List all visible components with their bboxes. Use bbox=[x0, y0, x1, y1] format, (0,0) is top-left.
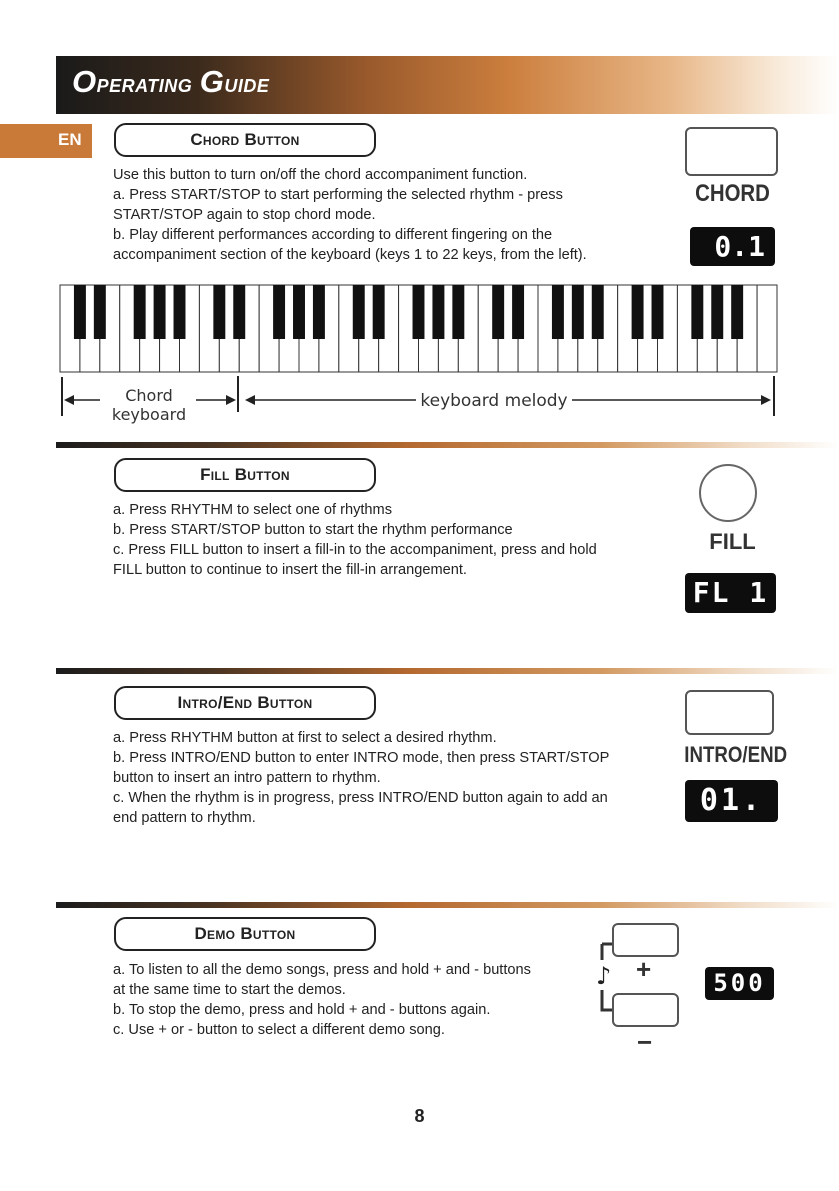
section-divider bbox=[56, 902, 839, 908]
black-key bbox=[592, 285, 604, 339]
demo-lcd-display: 500 bbox=[705, 967, 774, 1000]
black-key bbox=[293, 285, 305, 339]
section-divider bbox=[56, 668, 839, 674]
music-note-icon: ♪ bbox=[596, 962, 612, 990]
black-key bbox=[154, 285, 166, 339]
chord-section-title: Chord Button bbox=[114, 123, 376, 157]
black-key bbox=[512, 285, 524, 339]
black-key bbox=[174, 285, 186, 339]
chord-description: Use this button to turn on/off the chord accompaniment function. a. Press START/STOP to start performing the selected rhythm - press START/STOP again to stop chord mode. b. Play different performances according to different fingering on the accompaniment section of the keyboard (keys 1 to 22 keys, from the left). bbox=[113, 167, 587, 263]
intro-end-description: a. Press RHYTHM button at first to select a desired rhythm. b. Press INTRO/END button to enter INTRO mode, then press START/STOP button to insert an intro pattern to rhythm. c. When the rhythm is in progress, press INTRO/END button again to add an end pattern to rhythm. bbox=[113, 730, 610, 826]
fill-button-label: FILL bbox=[709, 529, 756, 554]
black-key bbox=[432, 285, 444, 339]
black-key bbox=[353, 285, 365, 339]
chord-left-arrowhead bbox=[64, 395, 74, 405]
black-key bbox=[711, 285, 723, 339]
black-key bbox=[632, 285, 644, 339]
black-key bbox=[731, 285, 743, 339]
black-key bbox=[572, 285, 584, 339]
intro-end-button-label: INTRO/END bbox=[684, 742, 788, 767]
melody-right-arrowhead bbox=[761, 395, 771, 405]
white-key bbox=[757, 285, 777, 372]
intro-end-lcd-display: 01. bbox=[685, 780, 778, 822]
black-key bbox=[74, 285, 86, 339]
demo-plus-button bbox=[612, 923, 679, 957]
black-key bbox=[373, 285, 385, 339]
keyboard-melody-label: keyboard melody bbox=[420, 391, 568, 411]
section-divider bbox=[56, 442, 839, 448]
keyboard-diagram bbox=[56, 280, 781, 430]
intro-end-section-title: Intro/End Button bbox=[114, 686, 376, 720]
demo-minus-button bbox=[612, 993, 679, 1027]
fill-lcd-display: FL 1 bbox=[685, 573, 776, 613]
black-key bbox=[413, 285, 425, 339]
black-key bbox=[313, 285, 325, 339]
black-key bbox=[691, 285, 703, 339]
language-tab: EN bbox=[0, 124, 92, 158]
fill-button-icon bbox=[699, 464, 757, 522]
fill-description: a. Press RHYTHM to select one of rhythms b. Press START/STOP button to start the rhythm performance c. Press FILL button to insert a fill-in to the accompaniment, press and hold FILL button to continue to insert the fill-in arrangement. bbox=[113, 502, 597, 578]
demo-section-title: Demo Button bbox=[114, 917, 376, 951]
minus-label: − bbox=[637, 1027, 653, 1057]
demo-description: a. To listen to all the demo songs, press and hold + and - buttons at the same time to start the demos. b. To stop the demo, press and hold + and - buttons again. c. Use + or - button to select a different demo song. bbox=[113, 962, 531, 1038]
black-key bbox=[213, 285, 225, 339]
black-key bbox=[452, 285, 464, 339]
chord-keyboard-label-1: Chord bbox=[125, 386, 173, 405]
chord-button-label: CHORD bbox=[695, 180, 770, 207]
chord-right-arrowhead bbox=[226, 395, 236, 405]
black-key bbox=[652, 285, 664, 339]
black-key bbox=[492, 285, 504, 339]
page-number: 8 bbox=[414, 1106, 425, 1126]
black-key bbox=[233, 285, 245, 339]
chord-button-icon bbox=[685, 127, 778, 176]
intro-end-button-icon bbox=[685, 690, 774, 735]
black-key bbox=[134, 285, 146, 339]
black-key bbox=[273, 285, 285, 339]
black-key bbox=[94, 285, 106, 339]
melody-left-arrowhead bbox=[245, 395, 255, 405]
plus-label: + bbox=[636, 954, 652, 984]
fill-section-title: Fill Button bbox=[114, 458, 376, 492]
chord-lcd-display: 0.1 bbox=[690, 227, 775, 266]
page-title: Operating Guide bbox=[72, 64, 270, 99]
chord-keyboard-label-2: keyboard bbox=[111, 405, 187, 424]
black-key bbox=[552, 285, 564, 339]
piano-keys bbox=[60, 285, 777, 372]
